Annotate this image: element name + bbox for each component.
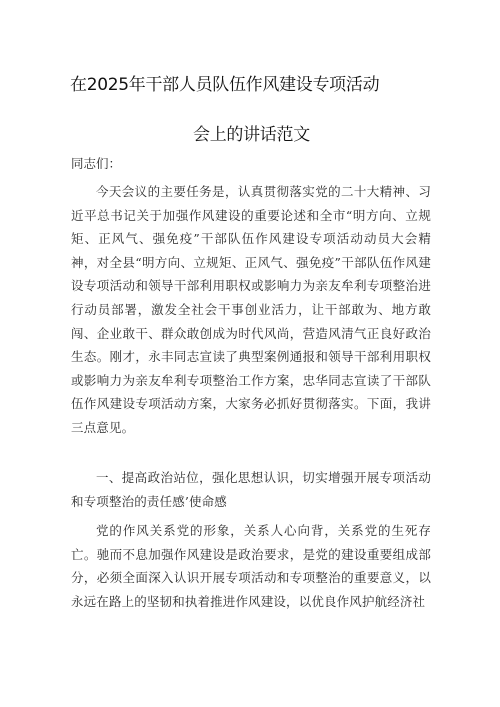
section-heading-1: 一、提高政治站位，强化思想认识，切实增强开展专项活动和专项整治的责任感’使命感 (71, 470, 431, 509)
document-title-line-1: 在2025年干部人员队伍作风建设专项活动 (70, 75, 380, 95)
document-title-line-2: 会上的讲话范文 (193, 125, 310, 145)
greeting: 同志们： (71, 156, 122, 171)
paragraph-intro: 今天会议的主要任务是，认真贯彻落实党的二十大精神、习近平总书记关于加强作风建设的重要论述和全市“明方向、立规矩、正风气、强免疫”干部队伍作风建设专项活动动员大会精神，对全县“明方向、立规矩、正风气、强免疫”干部队伍作风建设专项活动和领导干部利用职权或影响力为亲友牟利专项整治进行动员部署，激发全社会干事创业活力，让干部敢为、地方敢闯、企业敢干、群众敢创成为时代风尚，营造风清气正良好政治生态。刚才，永丰同志宣读了典型案例通报和领导干部利用职权或影响力为亲友牟利专项整治工作方案，忠华同志宣读了干部队伍作风建设专项活动方案，大家务必抓好贯彻落实。下面，我讲三点意见。 (71, 184, 431, 435)
paragraph-section-1: 党的作风关系党的形象，关系人心向背，关系党的生死存亡。驰而不息加强作风建设是政治要求，是党的建设重要组成部分，必须全面深入认识开展专项活动和专项整治的重要意义，以永远在路上的坚韧和执着推进作风建设，以优良作风护航经济社 (71, 523, 431, 609)
